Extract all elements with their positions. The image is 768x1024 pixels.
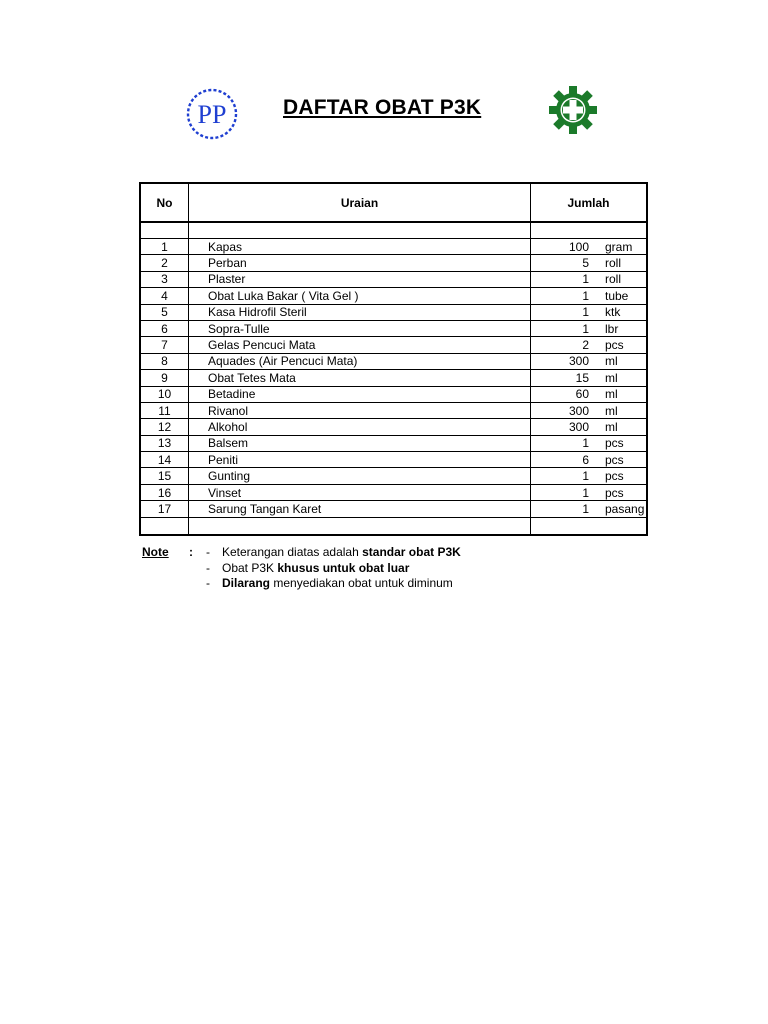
row-jumlah bbox=[531, 370, 648, 386]
row-jumlah bbox=[531, 239, 648, 255]
row-unit: pcs bbox=[605, 436, 624, 451]
row-unit: pcs bbox=[605, 452, 624, 467]
table-row bbox=[140, 304, 647, 320]
row-unit: pcs bbox=[605, 485, 624, 500]
note-text: Obat P3K bbox=[222, 560, 275, 575]
row-qty: 300 bbox=[568, 354, 589, 369]
row-no: 10 bbox=[140, 386, 189, 402]
row-unit: ml bbox=[605, 370, 618, 385]
row-no: 5 bbox=[140, 304, 189, 320]
row-qty: 15 bbox=[575, 370, 589, 385]
header-uraian: Uraian bbox=[189, 183, 531, 222]
row-qty: 1 bbox=[582, 469, 589, 484]
note-text: menyediakan obat untuk diminum bbox=[273, 576, 453, 590]
k3-safety-gear-icon bbox=[548, 85, 598, 135]
table-row bbox=[140, 386, 647, 402]
medicine-table bbox=[139, 182, 648, 536]
note-line-3 bbox=[206, 576, 586, 592]
row-no: 16 bbox=[140, 484, 189, 500]
row-jumlah bbox=[531, 484, 648, 500]
table-row bbox=[140, 288, 647, 304]
row-unit: pcs bbox=[605, 338, 624, 353]
note-emphasis: standar obat P3K bbox=[362, 545, 461, 559]
table-row bbox=[140, 501, 647, 517]
row-unit: ml bbox=[605, 419, 618, 434]
row-no: 4 bbox=[140, 288, 189, 304]
note-text: Keterangan diatas adalah bbox=[222, 545, 359, 559]
row-no: 3 bbox=[140, 271, 189, 287]
row-item: Plaster bbox=[189, 271, 531, 287]
row-no: 2 bbox=[140, 255, 189, 271]
row-item: Gunting bbox=[189, 468, 531, 484]
table-row bbox=[140, 419, 647, 435]
table-row bbox=[140, 239, 647, 255]
row-no: 8 bbox=[140, 353, 189, 369]
row-jumlah bbox=[531, 501, 648, 517]
row-unit: ml bbox=[605, 354, 618, 369]
header-no: No bbox=[140, 183, 189, 222]
row-unit: pasang bbox=[605, 501, 645, 516]
row-qty: 1 bbox=[582, 321, 589, 336]
row-no: 17 bbox=[140, 501, 189, 517]
row-qty: 1 bbox=[582, 288, 589, 303]
row-jumlah bbox=[531, 435, 648, 451]
row-qty: 60 bbox=[575, 387, 589, 402]
page-title: DAFTAR OBAT P3K bbox=[283, 96, 482, 119]
row-qty: 100 bbox=[568, 239, 589, 254]
row-no: 1 bbox=[140, 239, 189, 255]
table-row bbox=[140, 468, 647, 484]
row-qty: 1 bbox=[582, 501, 589, 516]
row-jumlah bbox=[531, 353, 648, 369]
row-no: 14 bbox=[140, 452, 189, 468]
row-jumlah bbox=[531, 419, 648, 435]
row-item: Aquades (Air Pencuci Mata) bbox=[189, 353, 531, 369]
row-item: Rivanol bbox=[189, 402, 531, 418]
row-no: 6 bbox=[140, 320, 189, 336]
row-unit: ml bbox=[605, 403, 618, 418]
row-jumlah bbox=[531, 337, 648, 353]
row-item: Peniti bbox=[189, 452, 531, 468]
row-unit: gram bbox=[605, 239, 633, 254]
note-line-1 bbox=[206, 545, 586, 561]
table-header-row bbox=[140, 183, 647, 222]
row-no: 7 bbox=[140, 337, 189, 353]
table-row bbox=[140, 353, 647, 369]
header-jumlah: Jumlah bbox=[531, 183, 648, 222]
row-qty: 6 bbox=[582, 452, 589, 467]
row-item: Kasa Hidrofil Steril bbox=[189, 304, 531, 320]
note-line-2 bbox=[206, 561, 586, 577]
row-unit: lbr bbox=[605, 321, 619, 336]
row-qty: 300 bbox=[568, 403, 589, 418]
table-row bbox=[140, 337, 647, 353]
note-emphasis: khusus untuk obat luar bbox=[277, 560, 410, 575]
row-item: Vinset bbox=[189, 484, 531, 500]
row-jumlah bbox=[531, 468, 648, 484]
table-row bbox=[140, 255, 647, 271]
row-qty: 1 bbox=[582, 305, 589, 320]
table-row bbox=[140, 452, 647, 468]
row-jumlah bbox=[531, 402, 648, 418]
row-jumlah bbox=[531, 255, 648, 271]
table-row bbox=[140, 402, 647, 418]
row-unit: roll bbox=[605, 272, 622, 287]
row-no: 12 bbox=[140, 419, 189, 435]
row-qty: 2 bbox=[582, 338, 589, 353]
row-unit: ml bbox=[605, 387, 618, 402]
table-row bbox=[140, 484, 647, 500]
row-jumlah bbox=[531, 304, 648, 320]
row-unit: pcs bbox=[605, 469, 624, 484]
row-unit: tube bbox=[605, 288, 629, 303]
note-colon: : bbox=[189, 545, 193, 559]
row-jumlah bbox=[531, 386, 648, 402]
table-spacer-row bbox=[140, 222, 647, 239]
row-item: Alkohol bbox=[189, 419, 531, 435]
row-item: Obat Luka Bakar ( Vita Gel ) bbox=[189, 288, 531, 304]
note-emphasis: Dilarang bbox=[222, 576, 271, 590]
note-dash: - bbox=[206, 545, 210, 559]
document-header bbox=[0, 80, 768, 144]
row-qty: 1 bbox=[582, 436, 589, 451]
row-item: Perban bbox=[189, 255, 531, 271]
note-label: Note bbox=[142, 545, 169, 559]
row-qty: 1 bbox=[582, 485, 589, 500]
table-row bbox=[140, 271, 647, 287]
row-jumlah bbox=[531, 452, 648, 468]
row-jumlah bbox=[531, 320, 648, 336]
row-item: Obat Tetes Mata bbox=[189, 370, 531, 386]
row-qty: 300 bbox=[568, 419, 589, 434]
note-dash: - bbox=[206, 576, 210, 590]
row-item: Balsem bbox=[189, 435, 531, 451]
table-body bbox=[140, 222, 647, 535]
note-list bbox=[206, 545, 586, 592]
row-jumlah bbox=[531, 271, 648, 287]
row-item: Betadine bbox=[189, 386, 531, 402]
row-item: Sopra-Tulle bbox=[189, 320, 531, 336]
row-qty: 1 bbox=[582, 272, 589, 287]
row-no: 15 bbox=[140, 468, 189, 484]
table-row bbox=[140, 370, 647, 386]
row-qty: 5 bbox=[582, 256, 589, 271]
row-item: Gelas Pencuci Mata bbox=[189, 337, 531, 353]
row-unit: roll bbox=[605, 256, 622, 271]
pp-logo-icon bbox=[185, 87, 239, 141]
row-unit: ktk bbox=[605, 305, 621, 320]
note-dash: - bbox=[206, 560, 210, 575]
svg-text:PP: PP bbox=[197, 100, 227, 129]
row-no: 11 bbox=[140, 402, 189, 418]
table-row bbox=[140, 435, 647, 451]
row-no: 9 bbox=[140, 370, 189, 386]
row-item: Sarung Tangan Karet bbox=[189, 501, 531, 517]
table-row bbox=[140, 320, 647, 336]
row-jumlah bbox=[531, 288, 648, 304]
row-item: Kapas bbox=[189, 239, 531, 255]
table-spacer-row bbox=[140, 517, 647, 535]
row-no: 13 bbox=[140, 435, 189, 451]
